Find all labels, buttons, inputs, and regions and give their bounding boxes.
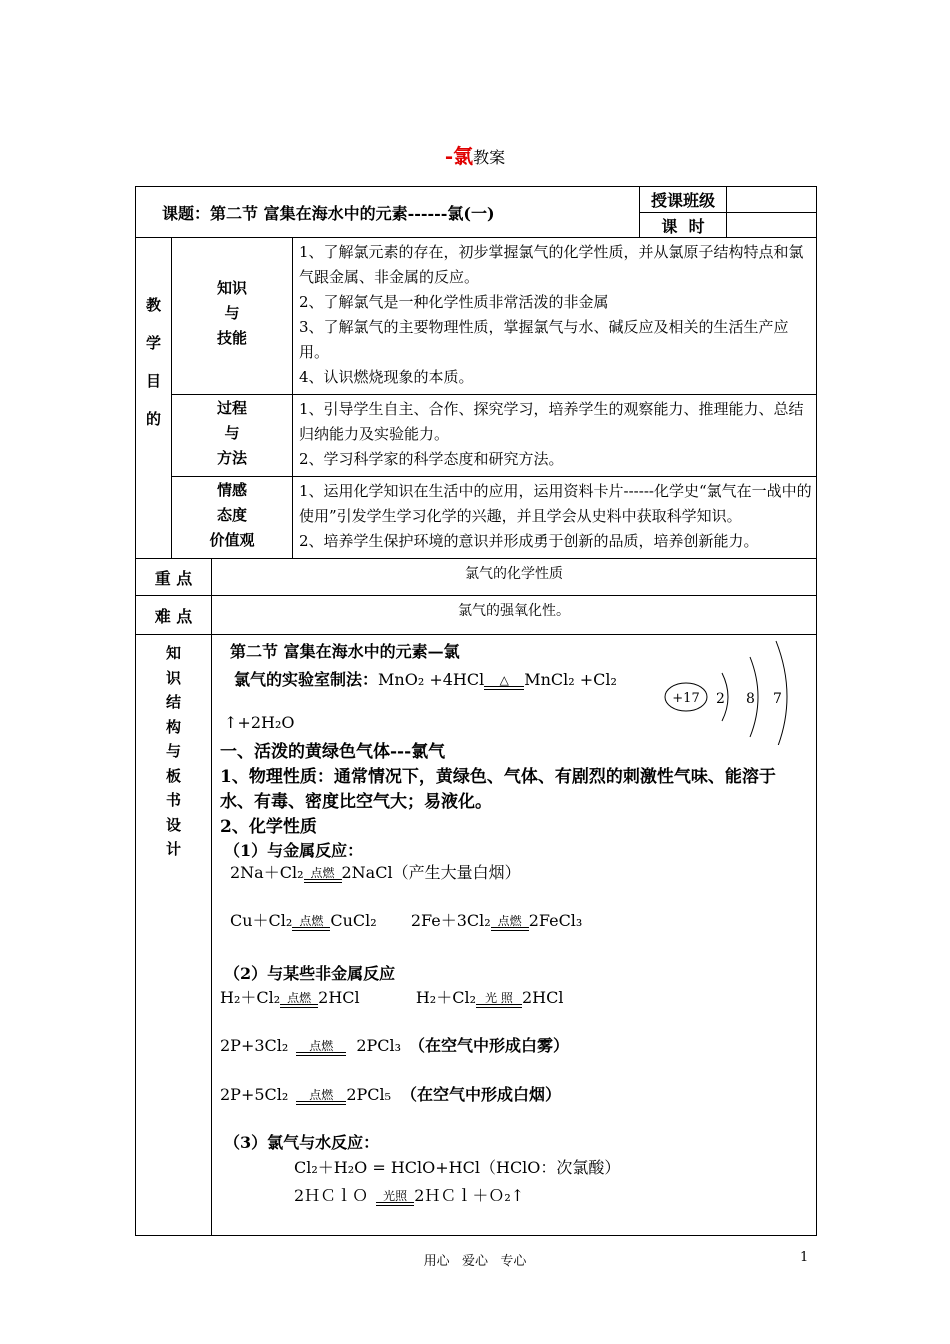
class-value[interactable]	[727, 187, 817, 213]
physical-props-cont: 水、有毒、密度比空气大；易液化。	[220, 792, 492, 812]
goals-char: 的	[145, 410, 161, 428]
process-items	[293, 395, 817, 477]
section-1: 一、活泼的黄绿色气体---氯气	[220, 742, 446, 762]
lesson-table	[135, 186, 817, 1236]
board-label: 知 识 结 构 与 板 书 设 计	[136, 635, 212, 1236]
page-number: 1	[800, 1250, 809, 1265]
nonmetal-reaction-heading: （2）与某些非金属反应	[224, 964, 396, 983]
equation-pcl3: 2P+3Cl₂ 点燃 2PCl₃ （在空气中形成白雾）	[220, 1036, 570, 1055]
board-content	[212, 635, 817, 1236]
title-rest: 教案	[473, 148, 506, 167]
emotion-label: 情感 态度 价值观	[172, 477, 293, 559]
key-point-label: 重 点	[136, 559, 212, 596]
equation-pcl5: 2P+5Cl₂ 点燃 2PCl₅ （在空气中形成白烟）	[220, 1085, 562, 1104]
difficulty-label: 难 点	[136, 596, 212, 635]
equation-h2: H₂＋Cl₂ 点燃 2HCl H₂＋Cl₂ 光 照 2HCl	[220, 988, 564, 1007]
goals-char: 学	[145, 334, 161, 352]
nucleus-label: +17	[672, 691, 700, 706]
goal-item: 2、培养学生保护环境的意识并形成勇于创新的品质，培养创新能力。	[299, 532, 759, 550]
shell-count: 2	[716, 691, 725, 707]
period-value[interactable]	[727, 213, 817, 238]
period-label: 课 时	[640, 213, 727, 238]
board-heading: 第二节 富集在海水中的元素—氯	[230, 642, 460, 661]
goal-item: 1、了解氯元素的存在，初步掌握氯气的化学性质，并从氯原子结构特点和氯气跟金属、非金属的反应。	[299, 243, 804, 286]
reaction-arrow: △	[484, 674, 524, 690]
goals-char: 目	[145, 372, 161, 390]
goal-item: 1、引导学生自主、合作、探究学习，培养学生的观察能力、推理能力、总结归纳能力及实验能力。	[299, 400, 804, 443]
emotion-items	[293, 477, 817, 559]
goal-item: 4、认识燃烧现象的本质。	[299, 368, 474, 386]
page-footer: 用心 爱心 专心	[423, 1254, 527, 1269]
title-red: -氯	[444, 144, 474, 168]
goal-item: 3、了解氯气的主要物理性质，掌握氯气与水、碱反应及相关的生活生产应用。	[299, 318, 789, 361]
equation-water: Cl₂＋H₂O = HClO+HCl（HClO：次氯酸）	[294, 1158, 621, 1177]
class-label: 授课班级	[640, 187, 727, 213]
process-label: 过程 与 方法	[172, 395, 293, 477]
prep-cont: ↑+2H₂O	[224, 713, 295, 732]
key-point-text: 氯气的化学性质	[212, 559, 817, 596]
prep-line: 氯气的实验室制法：MnO₂ +4HCl △ MnCl₂ +Cl₂	[234, 670, 617, 689]
goal-item: 1、运用化学知识在生活中的应用，运用资料卡片------化学史“氯气在一战中的使用”引发学生学习化学的兴趣，并且学会从史料中获取科学知识。	[299, 482, 812, 525]
goals-label	[136, 238, 172, 559]
goal-item: 2、了解氯气是一种化学性质非常活泼的非金属	[299, 293, 609, 311]
chemical-props: 2、化学性质	[220, 817, 317, 837]
chlorine-atom-diagram	[660, 635, 810, 745]
goal-item: 2、学习科学家的科学态度和研究方法。	[299, 450, 564, 468]
document-title	[0, 140, 950, 169]
shell-count: 7	[773, 691, 782, 707]
water-reaction-heading: （3）氯气与水反应：	[224, 1133, 380, 1152]
goals-char: 教	[145, 296, 161, 314]
topic-cell: 课题：第二节 富集在海水中的元素------氯(一)	[136, 187, 640, 238]
shell-count: 8	[746, 691, 755, 707]
equation-hclo: 2ＨＣｌＯ 光照 2ＨＣｌ＋Ｏ₂↑	[294, 1186, 525, 1205]
physical-props: 1、物理性质：通常情况下，黄绿色、气体、有剧烈的刺激性气味、能溶于	[220, 767, 776, 787]
difficulty-text: 氯气的强氧化性。	[212, 596, 817, 635]
metal-reaction-heading: （1）与金属反应：	[224, 841, 364, 860]
knowledge-items	[293, 238, 817, 395]
equation-cu-fe: Cu＋Cl₂ 点燃 CuCl₂ 2Fe＋3Cl₂ 点燃 2FeCl₃	[230, 911, 583, 930]
equation-na: 2Na＋Cl₂ 点燃 2NaCl（产生大量白烟）	[230, 863, 521, 882]
knowledge-label: 知识 与 技能	[172, 238, 293, 395]
